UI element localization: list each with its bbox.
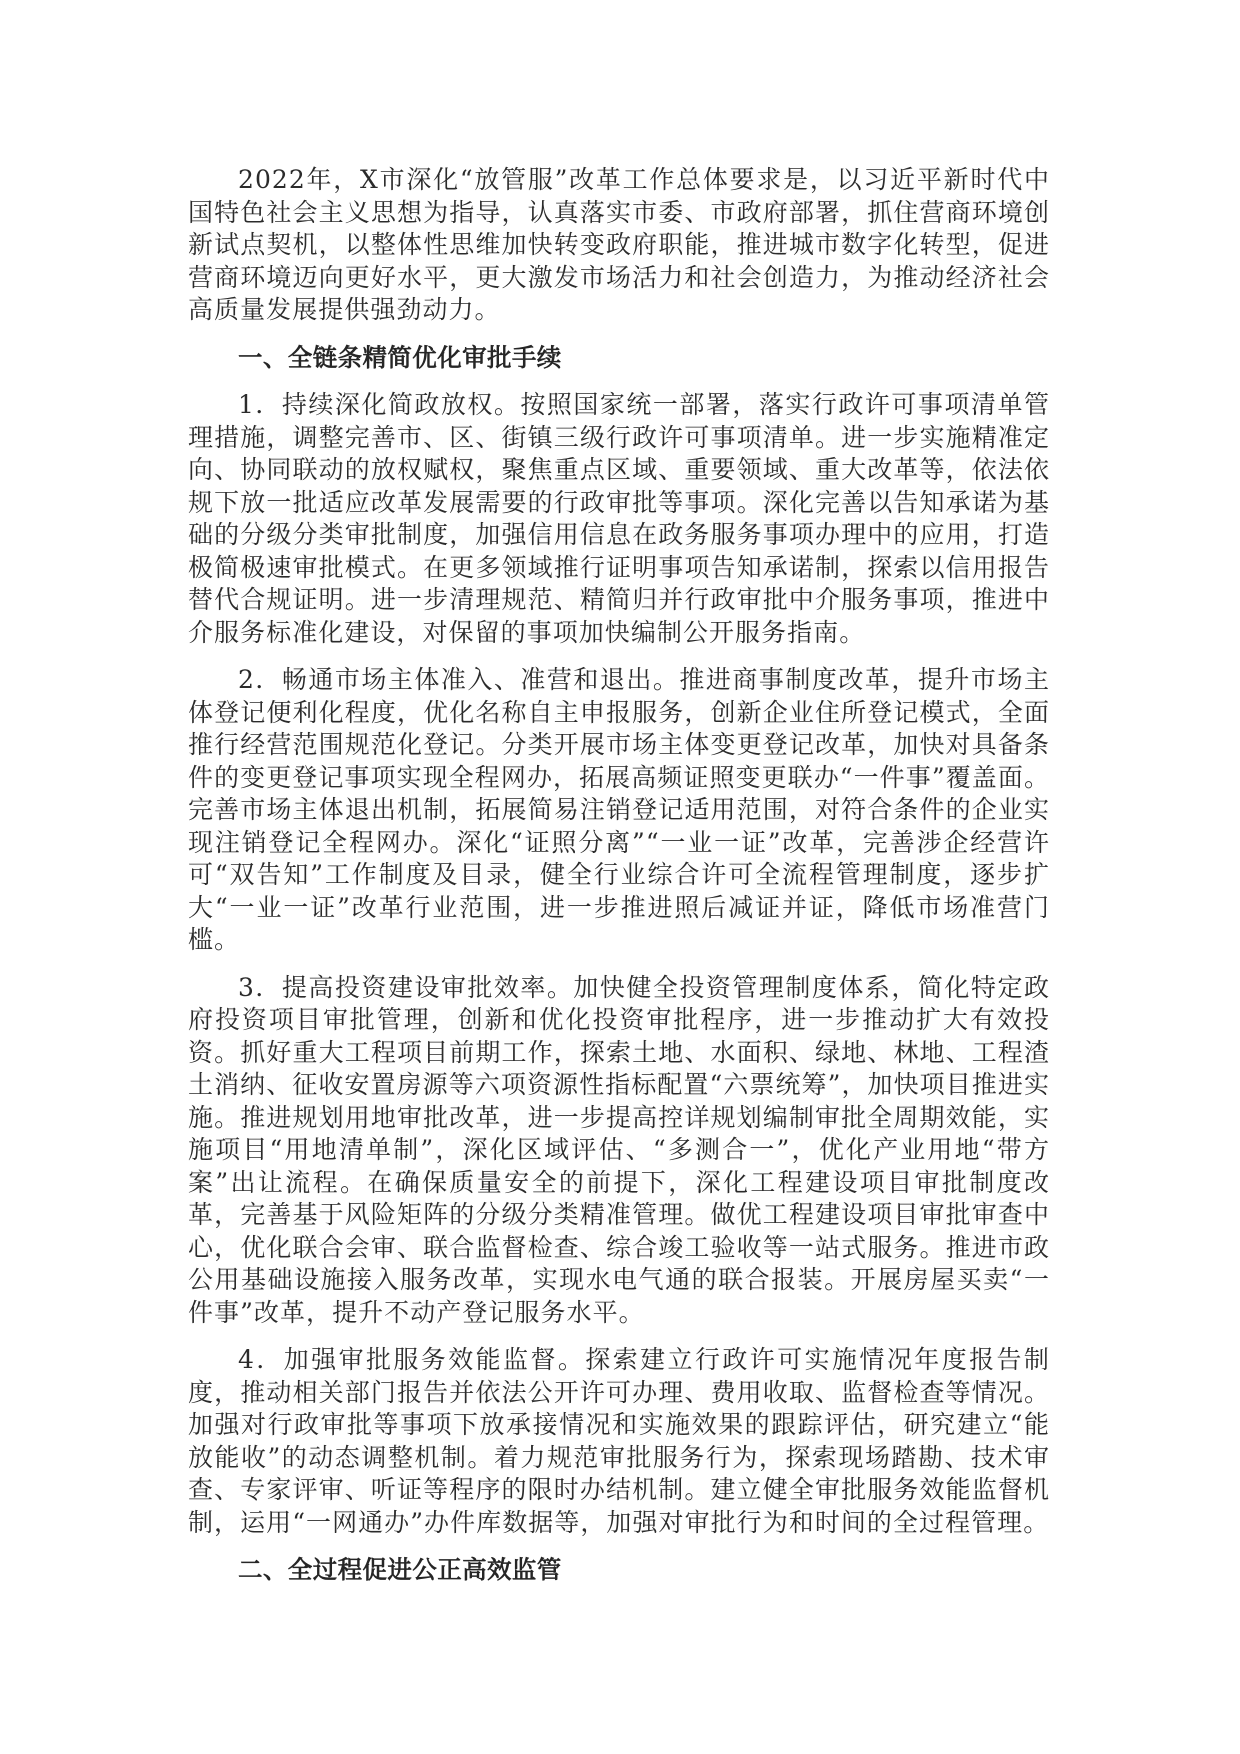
section-1-item-1: 1．持续深化简政放权。按照国家统一部署，落实行政许可事项清单管理措施，调整完善市、区、街镇三级行政许可事项清单。进一步实施精准定向、协同联动的放权赋权，聚焦重点区域、重要领域、重大改革等，依法依规下放一批适应改革发展需要的行政审批等事项。深化完善以告知承诺为基础的分级分类审批制度，加强信用信息在政务服务事项办理中的应用，打造极简极速审批模式。在更多领域推行证明事项告知承诺制，探索以信用报告替代合规证明。进一步清理规范、精简归并行政审批中介服务事项，推进中介服务标准化建设，对保留的事项加快编制公开服务指南。 [188, 390, 1050, 647]
section-heading-1: 一、全链条精简优化审批手续 [238, 342, 562, 372]
section-1-item-4: 4．加强审批服务效能监督。探索建立行政许可实施情况年度报告制度，推动相关部门报告并依法公开许可办理、费用收取、监督检查等情况。加强对行政审批等事项下放承接情况和实施效果的跟踪评估，研究建立“能放能收”的动态调整机制。着力规范审批服务行为，探索现场踏勘、技术审查、专家评审、听证等程序的限时办结机制。建立健全审批服务效能监督机制，运用“一网通办”办件库数据等，加强对审批行为和时间的全过程管理。 [188, 1345, 1050, 1537]
section-1-item-3: 3．提高投资建设审批效率。加快健全投资管理制度体系，简化特定政府投资项目审批管理，创新和优化投资审批程序，进一步推动扩大有效投资。抓好重大工程项目前期工作，探索土地、水面积、绿地、林地、工程渣土消纳、征收安置房源等六项资源性指标配置“六票统筹”，加快项目推进实施。推进规划用地审批改革，进一步提高控详规划编制审批全周期效能，实施项目“用地清单制”，深化区域评估、“多测合一”，优化产业用地“带方案”出让流程。在确保质量安全的前提下，深化工程建设项目审批制度改革，完善基于风险矩阵的分级分类精准管理。做优工程建设项目审批审查中心，优化联合会审、联合监督检查、综合竣工验收等一站式服务。推进市政公用基础设施接入服务改革，实现水电气通的联合报装。开展房屋买卖“一件事”改革，提升不动产登记服务水平。 [188, 972, 1050, 1327]
intro-paragraph: 2022年，X市深化“放管服”改革工作总体要求是，以习近平新时代中国特色社会主义思想为指导，认真落实市委、市政府部署，抓住营商环境创新试点契机，以整体性思维加快转变政府职能，推进城市数字化转型，促进营商环境迈向更好水平，更大激发市场活力和社会创造力，为推动经济社会高质量发展提供强劲动力。 [188, 165, 1050, 324]
document-page [188, 164, 1050, 1602]
section-heading-2: 二、全过程促进公正高效监管 [238, 1555, 562, 1584]
section-1-item-2: 2．畅通市场主体准入、准营和退出。推进商事制度改革，提升市场主体登记便利化程度，优化名称自主申报服务，创新企业住所登记模式，全面推行经营范围规范化登记。分类开展市场主体变更登记改革，加快对具备条件的变更登记事项实现全程网办，拓展高频证照变更联办“一件事”覆盖面。完善市场主体退出机制，拓展简易注销登记适用范围，对符合条件的企业实现注销登记全程网办。深化“证照分离”“一业一证”改革，完善涉企经营许可“双告知”工作制度及目录，健全行业综合许可全流程管理制度，逐步扩大“一业一证”改革行业范围，进一步推进照后减证并证，降低市场准营门槛。 [188, 665, 1050, 954]
